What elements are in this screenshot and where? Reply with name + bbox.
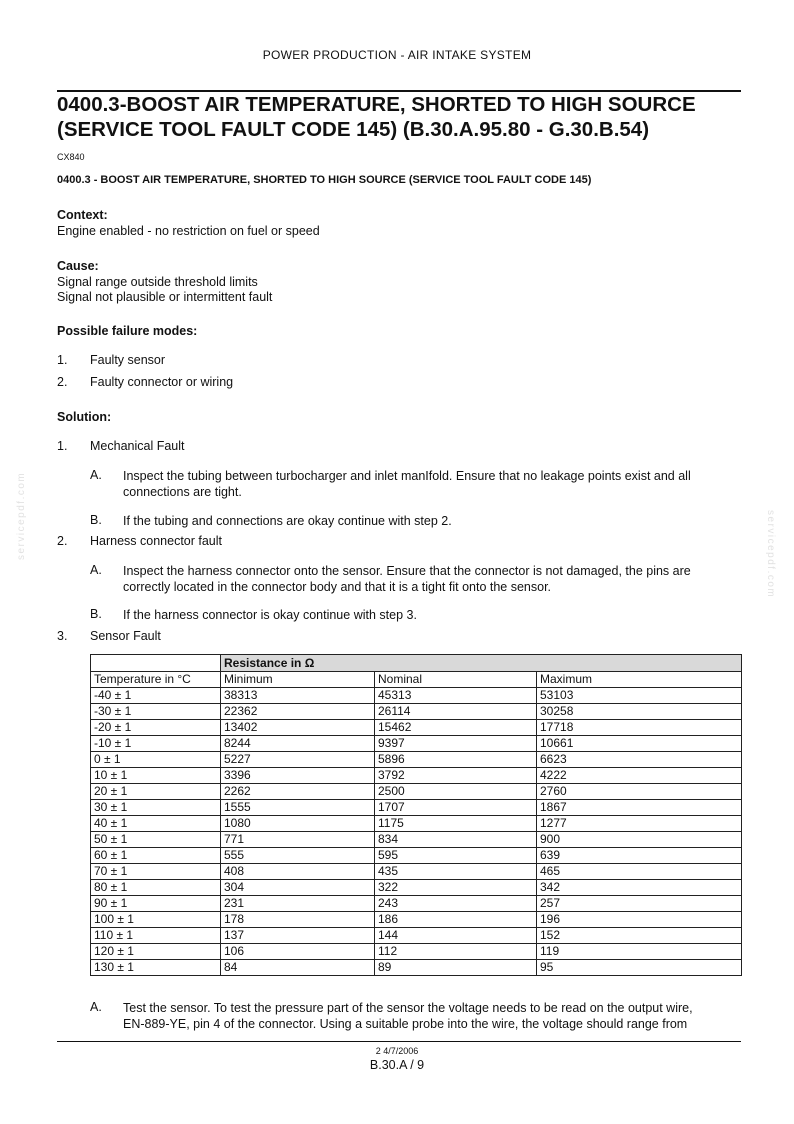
maximum-cell: 17718 bbox=[537, 720, 742, 736]
maximum-cell: 6623 bbox=[537, 752, 742, 768]
minimum-cell: 84 bbox=[221, 960, 375, 976]
solution-label: Solution: bbox=[57, 410, 112, 424]
table-row bbox=[91, 912, 742, 928]
solution-step-title: Harness connector fault bbox=[90, 534, 223, 548]
temperature-cell: -40 ± 1 bbox=[91, 688, 221, 704]
column-header-minimum: Minimum bbox=[221, 672, 375, 688]
cause-label: Cause: bbox=[57, 259, 99, 273]
maximum-cell: 1867 bbox=[537, 800, 742, 816]
solution-substep-text: Inspect the harness connector onto the sensor. Ensure that the connector is not damaged, the pins are correctly located in the connector body and that it is a tight fit onto the sensor. bbox=[123, 564, 691, 594]
temperature-cell: -30 ± 1 bbox=[91, 704, 221, 720]
solution-substep-letter: A. bbox=[90, 563, 102, 577]
context-text: Engine enabled - no restriction on fuel or speed bbox=[57, 224, 320, 238]
failure-mode-item: Faulty connector or wiring bbox=[90, 375, 234, 389]
table-row bbox=[91, 704, 742, 720]
nominal-cell: 112 bbox=[375, 944, 537, 960]
table-row bbox=[91, 832, 742, 848]
temperature-cell: -20 ± 1 bbox=[91, 720, 221, 736]
nominal-cell: 144 bbox=[375, 928, 537, 944]
nominal-cell: 26114 bbox=[375, 704, 537, 720]
page-title-line-2: (SERVICE TOOL FAULT CODE 145) (B.30.A.95.80 - G.30.B.54) bbox=[57, 118, 650, 141]
solution-step-title: Sensor Fault bbox=[90, 629, 161, 643]
watermark-right: servicepdf.com bbox=[765, 510, 776, 599]
nominal-cell: 9397 bbox=[375, 736, 537, 752]
nominal-cell: 322 bbox=[375, 880, 537, 896]
maximum-cell: 2760 bbox=[537, 784, 742, 800]
minimum-cell: 231 bbox=[221, 896, 375, 912]
minimum-cell: 5227 bbox=[221, 752, 375, 768]
table-row bbox=[91, 816, 742, 832]
solution-substep-text: If the tubing and connections are okay continue with step 2. bbox=[123, 514, 452, 528]
temperature-cell: 70 ± 1 bbox=[91, 864, 221, 880]
solution-step-number: 3. bbox=[57, 629, 68, 643]
solution-substep-letter: B. bbox=[90, 607, 102, 621]
table-row bbox=[91, 864, 742, 880]
section-subtitle: 0400.3 - BOOST AIR TEMPERATURE, SHORTED TO HIGH SOURCE (SERVICE TOOL FAULT CODE 145) bbox=[57, 174, 592, 186]
nominal-cell: 89 bbox=[375, 960, 537, 976]
table-row bbox=[91, 928, 742, 944]
temperature-cell: 60 ± 1 bbox=[91, 848, 221, 864]
nominal-cell: 45313 bbox=[375, 688, 537, 704]
resistance-table bbox=[90, 654, 742, 976]
page-title bbox=[57, 92, 747, 142]
solution-substep-text: Inspect the tubing between turbocharger and inlet manIfold. Ensure that no leakage points exist and all connections are tight. bbox=[123, 469, 691, 499]
minimum-cell: 3396 bbox=[221, 768, 375, 784]
maximum-cell: 196 bbox=[537, 912, 742, 928]
table-row bbox=[91, 720, 742, 736]
nominal-cell: 2500 bbox=[375, 784, 537, 800]
minimum-cell: 8244 bbox=[221, 736, 375, 752]
maximum-cell: 639 bbox=[537, 848, 742, 864]
column-header-maximum: Maximum bbox=[537, 672, 742, 688]
maximum-cell: 342 bbox=[537, 880, 742, 896]
minimum-cell: 555 bbox=[221, 848, 375, 864]
minimum-cell: 22362 bbox=[221, 704, 375, 720]
minimum-cell: 38313 bbox=[221, 688, 375, 704]
table-row bbox=[91, 800, 742, 816]
temperature-cell: 90 ± 1 bbox=[91, 896, 221, 912]
maximum-cell: 4222 bbox=[537, 768, 742, 784]
minimum-cell: 771 bbox=[221, 832, 375, 848]
table-row bbox=[91, 896, 742, 912]
solution-step-number: 1. bbox=[57, 439, 68, 453]
maximum-cell: 1277 bbox=[537, 816, 742, 832]
table-header-blank-cell bbox=[91, 655, 221, 672]
cause-line-1: Signal range outside threshold limits bbox=[57, 275, 258, 289]
minimum-cell: 106 bbox=[221, 944, 375, 960]
running-header: POWER PRODUCTION - AIR INTAKE SYSTEM bbox=[262, 48, 532, 62]
minimum-cell: 2262 bbox=[221, 784, 375, 800]
temperature-cell: 50 ± 1 bbox=[91, 832, 221, 848]
nominal-cell: 5896 bbox=[375, 752, 537, 768]
maximum-cell: 465 bbox=[537, 864, 742, 880]
table-row bbox=[91, 736, 742, 752]
temperature-cell: 20 ± 1 bbox=[91, 784, 221, 800]
nominal-cell: 186 bbox=[375, 912, 537, 928]
maximum-cell: 119 bbox=[537, 944, 742, 960]
minimum-cell: 304 bbox=[221, 880, 375, 896]
table-row bbox=[91, 848, 742, 864]
page-title-line-1: 0400.3-BOOST AIR TEMPERATURE, SHORTED TO HIGH SOURCE bbox=[57, 93, 696, 116]
temperature-cell: 100 ± 1 bbox=[91, 912, 221, 928]
minimum-cell: 1080 bbox=[221, 816, 375, 832]
maximum-cell: 10661 bbox=[537, 736, 742, 752]
nominal-cell: 834 bbox=[375, 832, 537, 848]
temperature-cell: -10 ± 1 bbox=[91, 736, 221, 752]
nominal-cell: 435 bbox=[375, 864, 537, 880]
temperature-cell: 0 ± 1 bbox=[91, 752, 221, 768]
footer-date: 2 4/7/2006 bbox=[375, 1046, 419, 1056]
column-header-temperature: Temperature in °C bbox=[91, 672, 221, 688]
temperature-cell: 30 ± 1 bbox=[91, 800, 221, 816]
minimum-cell: 178 bbox=[221, 912, 375, 928]
table-row bbox=[91, 944, 742, 960]
footer-page-number: B.30.A / 9 bbox=[369, 1058, 425, 1072]
table-row bbox=[91, 688, 742, 704]
table-group-header-row bbox=[91, 655, 742, 672]
maximum-cell: 257 bbox=[537, 896, 742, 912]
minimum-cell: 1555 bbox=[221, 800, 375, 816]
table-row bbox=[91, 784, 742, 800]
maximum-cell: 95 bbox=[537, 960, 742, 976]
nominal-cell: 3792 bbox=[375, 768, 537, 784]
solution-substep-text: If the harness connector is okay continue with step 3. bbox=[123, 608, 417, 622]
failure-modes-label: Possible failure modes: bbox=[57, 324, 198, 338]
cause-line-2: Signal not plausible or intermittent fault bbox=[57, 290, 273, 304]
temperature-cell: 110 ± 1 bbox=[91, 928, 221, 944]
table-row bbox=[91, 880, 742, 896]
solution-substep-letter: B. bbox=[90, 513, 102, 527]
table-row bbox=[91, 960, 742, 976]
solution-substep-text: Test the sensor. To test the pressure part of the sensor the voltage needs to be read on the output wire, EN-889-YE, pin 4 of the connector. Using a suitable probe into the wire, the voltage should range from bbox=[123, 1001, 693, 1031]
table-column-header-row bbox=[91, 672, 742, 688]
resistance-group-header: Resistance in Ω bbox=[221, 655, 742, 672]
solution-substep-letter: A. bbox=[90, 468, 102, 482]
nominal-cell: 595 bbox=[375, 848, 537, 864]
solution-step-number: 2. bbox=[57, 534, 68, 548]
failure-mode-number: 2. bbox=[57, 375, 68, 389]
maximum-cell: 53103 bbox=[537, 688, 742, 704]
table-row bbox=[91, 752, 742, 768]
table-row bbox=[91, 768, 742, 784]
model-code: CX840 bbox=[57, 152, 85, 162]
maximum-cell: 30258 bbox=[537, 704, 742, 720]
failure-mode-number: 1. bbox=[57, 353, 68, 367]
footer-rule bbox=[57, 1041, 741, 1042]
temperature-cell: 40 ± 1 bbox=[91, 816, 221, 832]
minimum-cell: 137 bbox=[221, 928, 375, 944]
temperature-cell: 130 ± 1 bbox=[91, 960, 221, 976]
minimum-cell: 13402 bbox=[221, 720, 375, 736]
failure-mode-item: Faulty sensor bbox=[90, 353, 166, 367]
solution-step-title: Mechanical Fault bbox=[90, 439, 185, 453]
temperature-cell: 120 ± 1 bbox=[91, 944, 221, 960]
temperature-cell: 10 ± 1 bbox=[91, 768, 221, 784]
column-header-nominal: Nominal bbox=[375, 672, 537, 688]
nominal-cell: 1175 bbox=[375, 816, 537, 832]
minimum-cell: 408 bbox=[221, 864, 375, 880]
nominal-cell: 1707 bbox=[375, 800, 537, 816]
solution-substep-letter: A. bbox=[90, 1000, 102, 1014]
context-label: Context: bbox=[57, 208, 108, 222]
nominal-cell: 15462 bbox=[375, 720, 537, 736]
maximum-cell: 900 bbox=[537, 832, 742, 848]
watermark-left: servicepdf.com bbox=[16, 471, 27, 560]
nominal-cell: 243 bbox=[375, 896, 537, 912]
temperature-cell: 80 ± 1 bbox=[91, 880, 221, 896]
maximum-cell: 152 bbox=[537, 928, 742, 944]
